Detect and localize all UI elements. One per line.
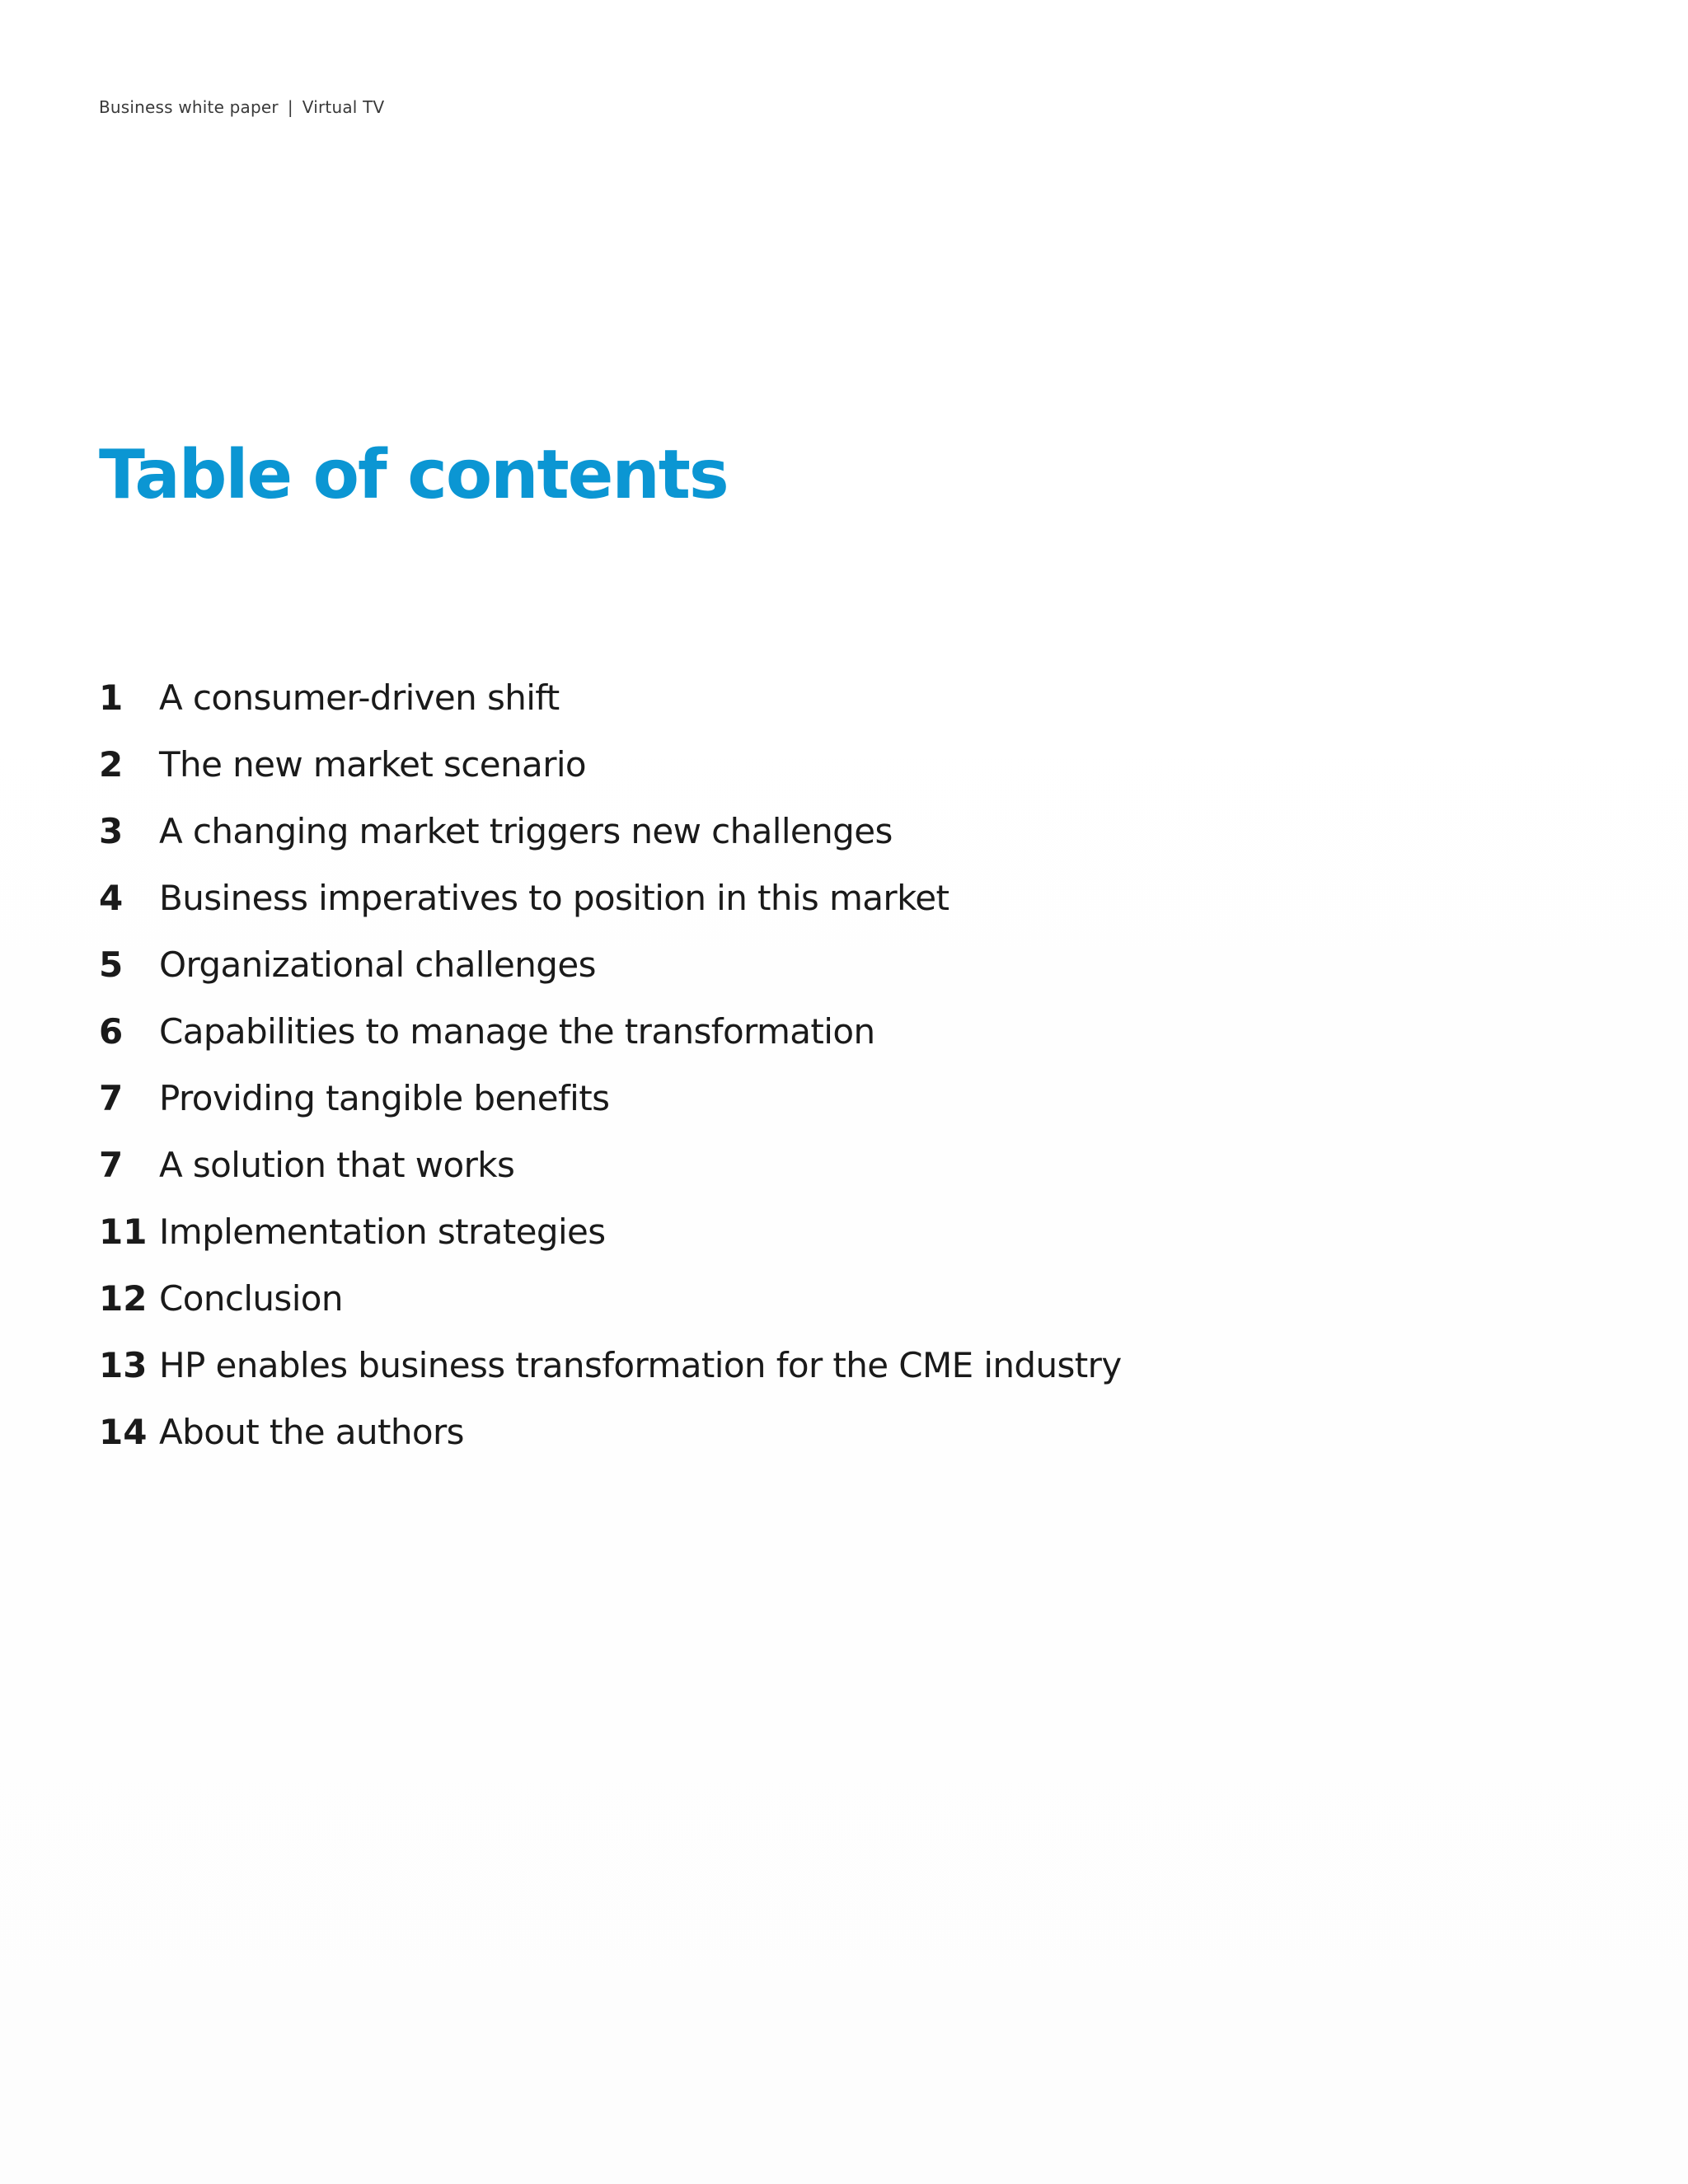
document-type: Business white paper	[99, 97, 279, 117]
running-header	[99, 97, 384, 117]
toc-entry[interactable]	[99, 677, 1122, 744]
toc-entry-title[interactable]: HP enables business transformation for the CME industry	[159, 1345, 1122, 1385]
toc-entry-title[interactable]: Implementation strategies	[159, 1212, 606, 1252]
toc-page-number: 1	[99, 677, 124, 718]
toc-page-number: 3	[99, 811, 124, 851]
toc-page-number: 11	[99, 1212, 148, 1252]
toc-entry[interactable]	[99, 811, 1122, 878]
toc-entry[interactable]	[99, 878, 1122, 944]
toc-page-number: 7	[99, 1145, 124, 1185]
toc-page-number: 6	[99, 1011, 124, 1052]
toc-page-number: 5	[99, 944, 124, 985]
toc-entry-title[interactable]: Business imperatives to position in this market	[159, 878, 950, 918]
header-separator: |	[287, 97, 293, 117]
toc-entry[interactable]	[99, 744, 1122, 811]
toc-entry-title[interactable]: Capabilities to manage the transformation	[159, 1011, 875, 1052]
toc-entry[interactable]	[99, 1145, 1122, 1212]
toc-entry-title[interactable]: A changing market triggers new challenges	[159, 811, 893, 851]
toc-entry[interactable]	[99, 1078, 1122, 1145]
toc-entry[interactable]	[99, 1278, 1122, 1345]
toc-entry-title[interactable]: Organizational challenges	[159, 944, 596, 985]
toc-entry-title[interactable]: Conclusion	[159, 1278, 343, 1319]
toc-entry-title[interactable]: The new market scenario	[159, 744, 587, 785]
toc-entry[interactable]	[99, 1412, 1122, 1479]
page-title: Table of contents	[99, 436, 728, 514]
toc-entry[interactable]	[99, 1011, 1122, 1078]
toc-entry-title[interactable]: A solution that works	[159, 1145, 515, 1185]
toc-page-number: 13	[99, 1345, 148, 1385]
toc-entry-title[interactable]: A consumer-driven shift	[159, 677, 560, 718]
toc-page-number: 2	[99, 744, 124, 785]
toc-page-number: 14	[99, 1412, 148, 1452]
toc-entry-title[interactable]: Providing tangible benefits	[159, 1078, 610, 1118]
toc-entry[interactable]	[99, 1345, 1122, 1412]
toc-entry[interactable]	[99, 944, 1122, 1011]
document-topic: Virtual TV	[302, 97, 385, 117]
toc-page-number: 7	[99, 1078, 124, 1118]
toc-list	[99, 677, 1122, 1479]
toc-page-number: 12	[99, 1278, 148, 1319]
toc-page-number: 4	[99, 878, 124, 918]
toc-entry-title[interactable]: About the authors	[159, 1412, 464, 1452]
toc-entry[interactable]	[99, 1212, 1122, 1278]
